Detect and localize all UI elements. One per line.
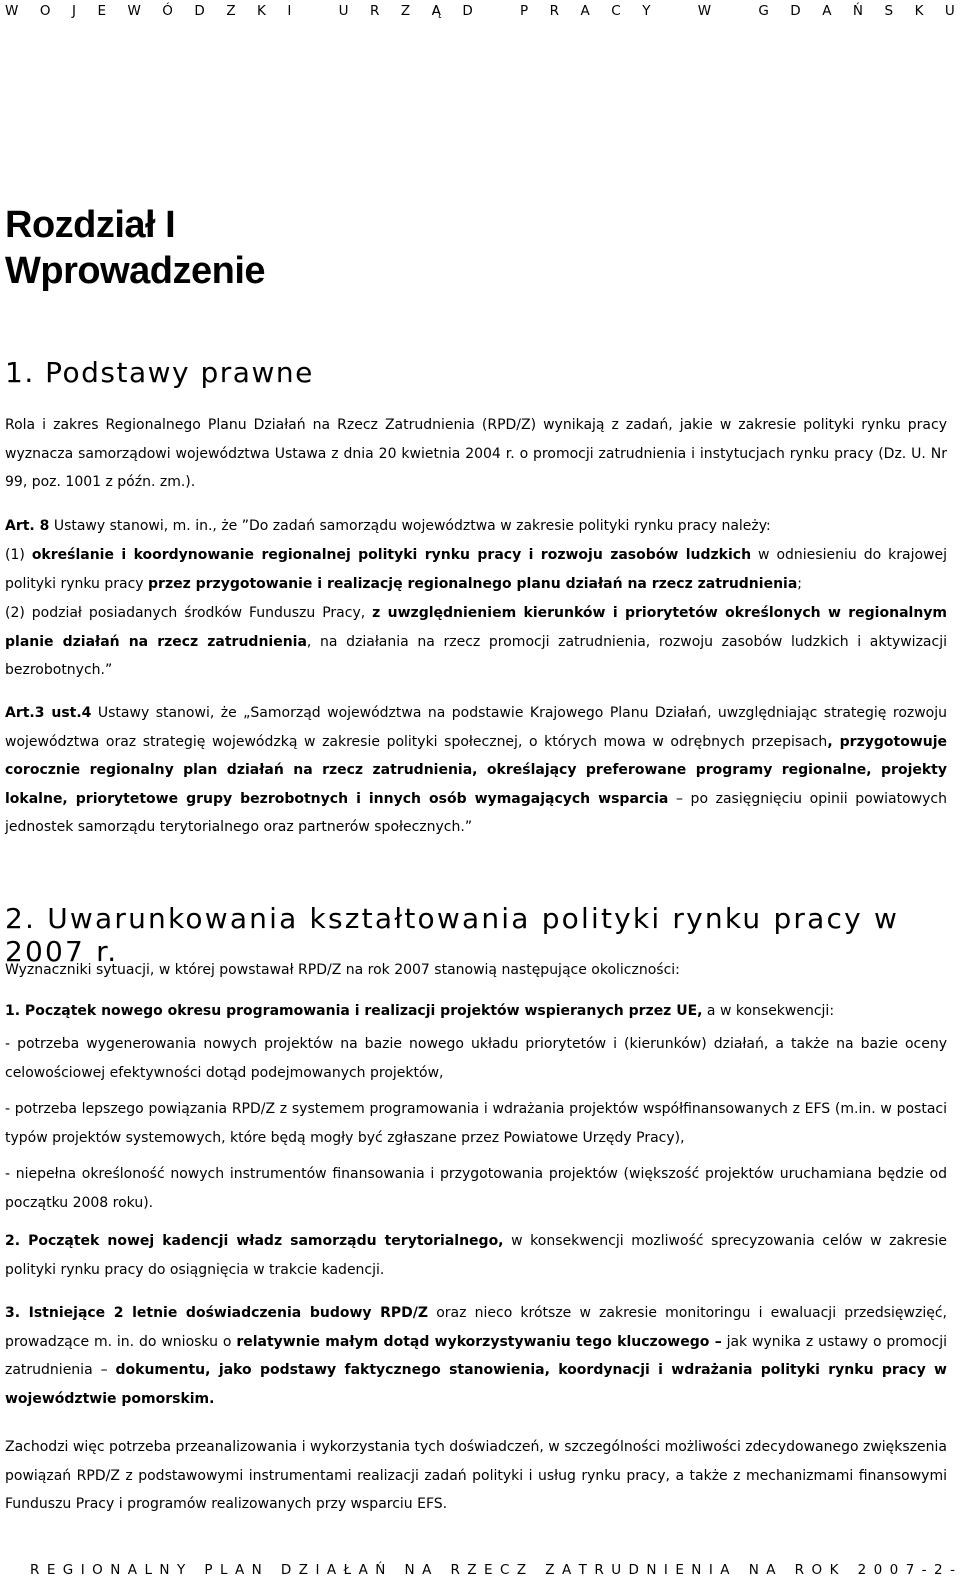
running-footer-letter: A <box>766 1562 776 1578</box>
running-footer-letter: R <box>594 1562 604 1578</box>
running-header-letter: D <box>462 3 473 19</box>
running-header-letter: I <box>287 3 292 19</box>
running-footer-letter: C <box>500 1562 510 1578</box>
running-footer-letter: Ń <box>375 1562 386 1578</box>
paragraph-conditions-intro: Wyznaczniki sytuacji, w której powstawał RPD/Z na rok 2007 stanowią następujące okoliczności: <box>5 962 680 978</box>
paragraph-point-1: (1) określanie i koordynowanie regionalnej polityki rynku pracy i rozwoju zasobów ludzkich w odniesieniu do krajowej polityki rynku pracy przez przygotowanie i realizację regionalnego planu działań na rzecz zatrudnienia; <box>5 547 947 592</box>
running-footer-letter: A <box>720 1562 730 1578</box>
list-item-2: 2. Początek nowej kadencji władz samorządu terytorialnego, w konsekwencji mozliwość sprecyzowania celów w zakresie polityki rynku pracy do osiągnięcia w trakcie kadencji. <box>5 1233 948 1278</box>
running-footer-letter: G <box>62 1562 74 1578</box>
running-footer-letter: R <box>794 1562 805 1578</box>
running-footer-letter: I <box>315 1562 320 1578</box>
running-header-letter: E <box>97 3 106 19</box>
running-footer-letter: A <box>561 1562 572 1578</box>
running-header-letter: Y <box>642 3 651 19</box>
running-footer-letter: I <box>708 1562 713 1578</box>
running-footer-letter: - <box>921 1562 927 1578</box>
running-footer-letter: A <box>358 1562 368 1578</box>
running-footer-letter: L <box>144 1562 152 1578</box>
running-footer-letter: N <box>691 1562 702 1578</box>
running-footer-letter: L <box>219 1562 228 1578</box>
running-footer-letter <box>783 1562 787 1578</box>
chapter-title <box>5 202 265 294</box>
running-header-letter: U <box>944 3 955 19</box>
running-header-letter: W <box>127 3 141 19</box>
running-header-letter: W <box>697 3 712 19</box>
running-footer-letter: 0 <box>889 1562 899 1578</box>
paragraph-legal-basis: Rola i zakres Regionalnego Planu Działań na Rzecz Zatrudnienia (RPD/Z) wynikają z zadań, jakie w zakresie polityki rynku pracy wyznacza samorządowi województwa Ustawa z dnia 20 kwietnia 2004 r. o promocji zatrudnienia i instytucjach rynku pracy (Dz. U. Nr 99, poz. 1001 z późn. zm.). <box>5 417 947 491</box>
running-footer-letter: Z <box>467 1562 477 1578</box>
running-footer-letter: O <box>811 1562 823 1578</box>
running-footer-letter: Z <box>298 1562 308 1578</box>
section-heading-1: 1. Podstawy prawne <box>5 356 314 389</box>
running-header-letter <box>672 3 676 19</box>
running-footer-letter: N <box>110 1562 121 1578</box>
running-header-letter: S <box>884 3 894 19</box>
running-footer <box>30 1562 955 1578</box>
running-footer-letter: E <box>484 1562 493 1578</box>
running-header-letter: A <box>580 3 590 19</box>
list-item-1: 1. Początek nowego okresu programowania i realizacji projektów wspieranych przez UE, a w konsekwencji: <box>5 1003 835 1019</box>
running-header-letter: R <box>370 3 380 19</box>
running-header-letter: Z <box>400 3 411 19</box>
running-footer-letter: Ł <box>343 1562 352 1578</box>
running-header-letter: K <box>257 3 266 19</box>
running-footer-letter <box>439 1562 443 1578</box>
running-footer-letter: - <box>950 1562 955 1578</box>
running-header-letter: W <box>5 3 19 19</box>
bullet-new-projects: - potrzeba wygenerowania nowych projektów na bazie nowego układu priorytetów i (kierunków) działań, a także na bazie oceny celowościowej efektywności dotąd podejmowanych projektów, <box>5 1036 947 1081</box>
running-footer-letter: 7 <box>905 1562 915 1578</box>
running-header-letter: U <box>338 3 349 19</box>
running-footer-letter: K <box>829 1562 839 1578</box>
running-header-letter: Ą <box>431 3 441 19</box>
running-footer-letter: N <box>748 1562 759 1578</box>
running-footer-letter <box>269 1562 273 1578</box>
paragraph-art-3: Art.3 ust.4 Ustawy stanowi, że „Samorząd województwa na podstawie Krajowego Planu Działań, uwzględniając strategię rozwoju województwa oraz strategię wojewódzką w zakresie polityki społecznej, o których mowa w odrębnych przepisach, przygotowuje corocznie regionalny plan działań na rzecz zatrudnienia, określający preferowane programy regionalne, projekty lokalne, priorytetowe grupy bezrobotnych i innych osób wymagających wsparcia – po zasięgnięciu opinii powiatowych jednostek samorządu terytorialnego oraz partnerów społecznych.” <box>5 705 948 836</box>
running-footer-letter: I <box>80 1562 85 1578</box>
paragraph-closing: Zachodzi więc potrzeba przeanalizowania i wykorzystania tych doświadczeń, w szczególności możliwości zdecydowanego zwiększenia powiązań RPD/Z z podstawowymi instrumentami realizacji zadań polityki i usług rynku pracy, a także z mechanizmami finansowymi Funduszu Pracy i programów realizowanych przy wsparciu EFS. <box>5 1439 947 1513</box>
running-footer-letter: N <box>404 1562 415 1578</box>
running-footer-letter <box>193 1562 197 1578</box>
running-footer-letter: A <box>234 1562 245 1578</box>
running-footer-letter: N <box>159 1562 170 1578</box>
running-header-letter <box>313 3 317 19</box>
running-footer-letter: R <box>450 1562 460 1578</box>
running-footer-letter <box>846 1562 850 1578</box>
running-header-letter: G <box>758 3 769 19</box>
chapter-name: Wprowadzenie <box>5 250 266 292</box>
bullet-efs-linkage: - potrzeba lepszego powiązania RPD/Z z systemem programowania i wdrażania projektów współfinansowanych z EFS (m.in. w postaci typów projektów systemowych, które będą mogły być zgłaszane przez Powiatowe Urzędy Pracy), <box>5 1101 947 1146</box>
chapter-number: Rozdział I <box>5 204 176 246</box>
running-footer-letter: N <box>251 1562 262 1578</box>
running-header-letter: D <box>790 3 801 19</box>
paragraph-art-8: Art. 8 Ustawy stanowi, m. in., że ”Do zadań samorządu województwa w zakresie polityki rynku pracy należy: <box>5 518 771 534</box>
list-item-3: 3. Istniejące 2 letnie doświadczenia budowy RPD/Z oraz nieco krótsze w zakresie monitoringu i ewaluacji przedsięwzięć, prowadzące m. in. do wniosku o relatywnie małym dotąd wykorzystywaniu tego kluczowego – jak wynika z ustawy o promocji zatrudnienia – dokumentu, jako podstawy faktycznego stanowienia, koordynacji i wdrażania polityki rynku pracy w województwie pomorskim. <box>5 1305 948 1407</box>
running-footer-letter <box>393 1562 397 1578</box>
running-footer-letter: O <box>92 1562 103 1578</box>
running-header-letter <box>733 3 737 19</box>
running-header-letter: Z <box>226 3 236 19</box>
running-header-letter: P <box>520 3 529 19</box>
running-header-letter: J <box>71 3 76 19</box>
running-header-letter: O <box>39 3 51 19</box>
running-footer-letter: 2 <box>857 1562 867 1578</box>
running-footer-letter <box>534 1562 538 1578</box>
running-footer-letter: T <box>578 1562 587 1578</box>
running-footer-letter: A <box>422 1562 432 1578</box>
running-header-letter: D <box>194 3 205 19</box>
bullet-financing: - niepełna określoność nowych instrumentów finansowania i przygotowania projektów (większość projektów uruchamiana będzie od początku 2008 roku). <box>5 1166 947 1211</box>
running-header-letter: R <box>549 3 560 19</box>
running-header <box>5 3 955 19</box>
running-footer-letter: I <box>663 1562 668 1578</box>
running-header-letter: A <box>822 3 832 19</box>
running-footer-letter: P <box>204 1562 213 1578</box>
running-header-letter: Ó <box>162 3 173 19</box>
running-footer-letter: Y <box>176 1562 186 1578</box>
running-footer-letter: Z <box>516 1562 527 1578</box>
paragraph-point-2: (2) podział posiadanych środków Funduszu Pracy, z uwzględnieniem kierunków i priorytetów określonych w regionalnym planie działań na rzecz zatrudnienia, na działania na rzecz promocji zatrudnienia, rozwoju zasobów ludzkich i aktywizacji bezrobotnych.” <box>5 605 947 679</box>
section-heading-2: 2. Uwarunkowania kształtowania polityki rynku pracy w 2007 r. <box>5 902 900 968</box>
running-footer-letter: Z <box>545 1562 555 1578</box>
running-header-letter: K <box>914 3 924 19</box>
running-footer-letter <box>737 1562 741 1578</box>
running-footer-letter: A <box>326 1562 337 1578</box>
running-footer-letter: U <box>611 1562 622 1578</box>
art-8-label: Art. 8 <box>5 518 50 534</box>
running-footer-letter: E <box>46 1562 56 1578</box>
running-header-letter: C <box>611 3 621 19</box>
running-header-letter <box>494 3 498 19</box>
running-footer-letter: D <box>628 1562 639 1578</box>
running-footer-letter: 0 <box>873 1562 883 1578</box>
running-footer-letter: A <box>127 1562 137 1578</box>
running-footer-letter: R <box>30 1562 40 1578</box>
running-footer-letter: D <box>280 1562 292 1578</box>
running-header-letter: Ń <box>852 3 864 19</box>
running-footer-letter: 2 <box>934 1562 943 1578</box>
running-footer-letter: E <box>675 1562 684 1578</box>
running-footer-letter: N <box>646 1562 657 1578</box>
